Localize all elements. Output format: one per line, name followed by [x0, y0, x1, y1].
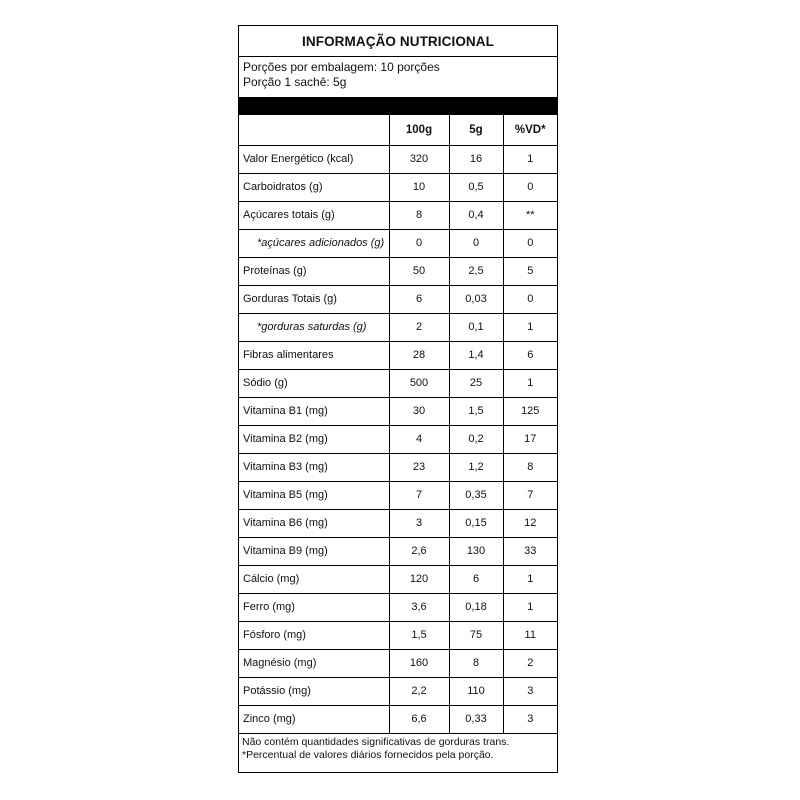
value-vd: 33 — [503, 537, 557, 565]
value-100g: 6 — [389, 285, 449, 313]
nutrient-name: Cálcio (mg) — [239, 565, 389, 593]
nutrient-name: *açúcares adicionados (g) — [239, 229, 389, 257]
value-100g: 2 — [389, 313, 449, 341]
table-row — [239, 145, 557, 173]
value-100g: 120 — [389, 565, 449, 593]
table-body — [239, 145, 557, 733]
value-100g: 50 — [389, 257, 449, 285]
value-100g: 10 — [389, 173, 449, 201]
footnote-trans-fat: Não contém quantidades significativas de gorduras trans. — [242, 735, 510, 748]
value-100g: 30 — [389, 397, 449, 425]
table-row — [239, 425, 557, 453]
nutrient-name: Vitamina B2 (mg) — [239, 425, 389, 453]
value-vd: 0 — [503, 229, 557, 257]
value-5g: 0,33 — [449, 705, 503, 733]
nutrient-name: Fibras alimentares — [239, 341, 389, 369]
value-100g: 3 — [389, 509, 449, 537]
value-100g: 500 — [389, 369, 449, 397]
value-5g: 0,18 — [449, 593, 503, 621]
value-5g: 75 — [449, 621, 503, 649]
nutrient-name: Fósforo (mg) — [239, 621, 389, 649]
table-row — [239, 341, 557, 369]
value-5g: 130 — [449, 537, 503, 565]
value-100g: 6,6 — [389, 705, 449, 733]
value-5g: 1,5 — [449, 397, 503, 425]
value-5g: 1,2 — [449, 453, 503, 481]
value-5g: 16 — [449, 145, 503, 173]
value-5g: 0,2 — [449, 425, 503, 453]
table-row — [239, 229, 557, 257]
value-vd: 1 — [503, 565, 557, 593]
value-100g: 4 — [389, 425, 449, 453]
value-5g: 1,4 — [449, 341, 503, 369]
value-100g: 8 — [389, 201, 449, 229]
table-row — [239, 369, 557, 397]
value-vd: 8 — [503, 453, 557, 481]
value-vd: 11 — [503, 621, 557, 649]
footnote-daily-values: *Percentual de valores diários fornecidos pela porção. — [242, 748, 494, 761]
nutrient-name: Açúcares totais (g) — [239, 201, 389, 229]
nutrient-name: Ferro (mg) — [239, 593, 389, 621]
table-row — [239, 565, 557, 593]
value-100g: 7 — [389, 481, 449, 509]
header-5g: 5g — [449, 115, 503, 145]
nutrient-name: Carboidratos (g) — [239, 173, 389, 201]
value-vd: 0 — [503, 173, 557, 201]
value-vd: 1 — [503, 145, 557, 173]
table-row — [239, 201, 557, 229]
nutrient-name: Valor Energético (kcal) — [239, 145, 389, 173]
value-5g: 0,03 — [449, 285, 503, 313]
nutrition-title: INFORMAÇÃO NUTRICIONAL — [239, 26, 557, 57]
value-5g: 110 — [449, 677, 503, 705]
header-vd: %VD* — [503, 115, 557, 145]
value-100g: 2,2 — [389, 677, 449, 705]
nutrient-name: Vitamina B3 (mg) — [239, 453, 389, 481]
value-vd: 2 — [503, 649, 557, 677]
table-row — [239, 509, 557, 537]
table-row — [239, 173, 557, 201]
portion-info — [239, 57, 557, 97]
nutrient-name: Sódio (g) — [239, 369, 389, 397]
table-row — [239, 481, 557, 509]
nutrient-name: Proteínas (g) — [239, 257, 389, 285]
table-row — [239, 453, 557, 481]
nutrient-name: Vitamina B5 (mg) — [239, 481, 389, 509]
table-row — [239, 677, 557, 705]
value-vd: 0 — [503, 285, 557, 313]
value-5g: 6 — [449, 565, 503, 593]
value-100g: 160 — [389, 649, 449, 677]
value-100g: 28 — [389, 341, 449, 369]
value-5g: 25 — [449, 369, 503, 397]
table-row — [239, 537, 557, 565]
value-100g: 23 — [389, 453, 449, 481]
header-100g: 100g — [389, 115, 449, 145]
value-5g: 8 — [449, 649, 503, 677]
nutrition-table — [239, 115, 557, 734]
value-5g: 0,15 — [449, 509, 503, 537]
nutrient-name: Zinco (mg) — [239, 705, 389, 733]
value-5g: 0,4 — [449, 201, 503, 229]
nutrient-name: Vitamina B6 (mg) — [239, 509, 389, 537]
nutrient-name: Vitamina B9 (mg) — [239, 537, 389, 565]
value-vd: 125 — [503, 397, 557, 425]
portions-per-package: Porções por embalagem: 10 porções — [243, 60, 440, 74]
table-row — [239, 705, 557, 733]
value-vd: 12 — [503, 509, 557, 537]
value-vd: 1 — [503, 593, 557, 621]
portion-size: Porção 1 sachê: 5g — [243, 75, 347, 89]
value-5g: 0,5 — [449, 173, 503, 201]
value-5g: 0,35 — [449, 481, 503, 509]
footnotes — [239, 734, 557, 764]
value-100g: 320 — [389, 145, 449, 173]
value-100g: 0 — [389, 229, 449, 257]
nutrient-name: Vitamina B1 (mg) — [239, 397, 389, 425]
table-row — [239, 313, 557, 341]
value-vd: 5 — [503, 257, 557, 285]
value-vd: 7 — [503, 481, 557, 509]
table-row — [239, 621, 557, 649]
table-row — [239, 285, 557, 313]
value-5g: 2,5 — [449, 257, 503, 285]
nutrient-name: Gorduras Totais (g) — [239, 285, 389, 313]
nutrition-facts-panel — [238, 25, 558, 773]
nutrient-name: Potássio (mg) — [239, 677, 389, 705]
nutrient-name: *gorduras saturdas (g) — [239, 313, 389, 341]
value-100g: 2,6 — [389, 537, 449, 565]
value-vd: 3 — [503, 677, 557, 705]
table-row — [239, 593, 557, 621]
header-nutrient — [239, 115, 389, 145]
value-vd: 1 — [503, 313, 557, 341]
value-5g: 0,1 — [449, 313, 503, 341]
value-vd: 17 — [503, 425, 557, 453]
table-row — [239, 257, 557, 285]
value-vd: 1 — [503, 369, 557, 397]
value-vd: ** — [503, 201, 557, 229]
value-vd: 6 — [503, 341, 557, 369]
value-100g: 3,6 — [389, 593, 449, 621]
table-row — [239, 397, 557, 425]
value-vd: 3 — [503, 705, 557, 733]
value-100g: 1,5 — [389, 621, 449, 649]
table-row — [239, 649, 557, 677]
table-header-row — [239, 115, 557, 145]
value-5g: 0 — [449, 229, 503, 257]
nutrient-name: Magnésio (mg) — [239, 649, 389, 677]
header-black-bar — [239, 97, 557, 115]
